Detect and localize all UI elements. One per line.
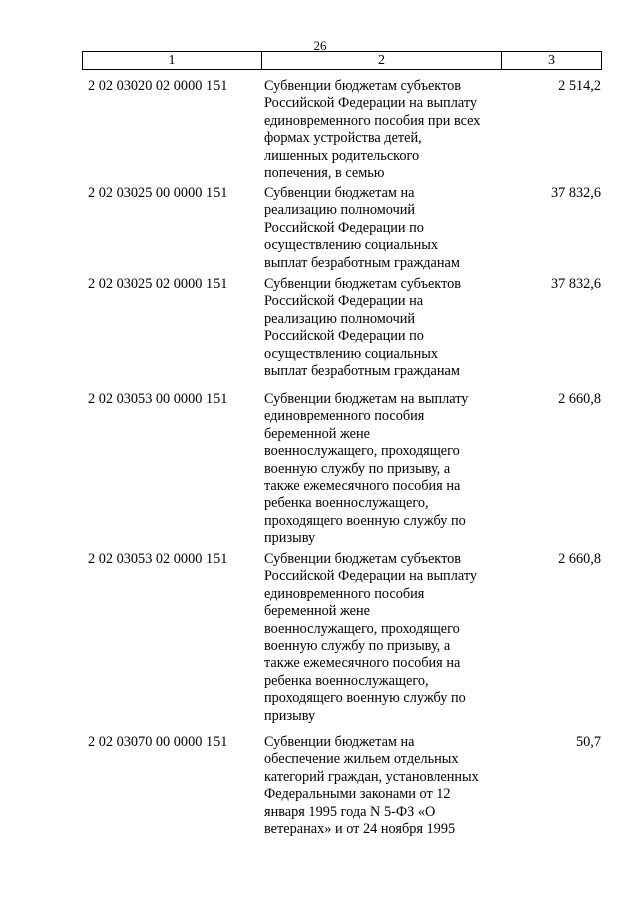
description-line: ребенка военнослужащего, <box>264 495 429 512</box>
amount: 2 514,2 <box>558 78 601 94</box>
budget-code: 2 02 03053 02 0000 151 <box>88 551 228 567</box>
amount: 2 660,8 <box>558 391 601 407</box>
description <box>264 734 499 838</box>
amount: 37 832,6 <box>550 276 601 292</box>
budget-code: 2 02 03025 02 0000 151 <box>88 276 228 292</box>
description-line: выплат безработным гражданам <box>264 254 460 271</box>
amount: 2 660,8 <box>558 551 601 567</box>
description <box>264 391 499 548</box>
description-line: Субвенции бюджетам субъектов <box>264 551 462 567</box>
description-line: призыву <box>264 530 316 547</box>
table-header <box>82 51 602 70</box>
description <box>264 185 499 272</box>
description-line: осуществлению социальных <box>264 237 439 254</box>
description-line: также ежемесячного пособия на <box>264 478 461 495</box>
page-number: 26 <box>313 38 327 53</box>
description-line: реализацию полномочий <box>264 202 416 219</box>
budget-code: 2 02 03070 00 0000 151 <box>88 734 228 750</box>
description-line: Субвенции бюджетам субъектов <box>264 276 462 292</box>
description-line: ветеранах» и от 24 ноября 1995 <box>264 821 456 838</box>
description-line: военную службу по призыву, а <box>264 638 451 655</box>
description-line: Субвенции бюджетам на <box>264 734 415 750</box>
description-line: Субвенции бюджетам на выплату <box>264 391 469 407</box>
description-line: Российской Федерации по <box>264 328 424 345</box>
description-line: военнослужащего, проходящего <box>264 443 460 460</box>
description <box>264 276 499 380</box>
description-line: единовременного пособия <box>264 585 425 602</box>
description-line: призыву <box>264 707 316 724</box>
description-line: беременной жене <box>264 603 371 620</box>
description-line: осуществлению социальных <box>264 345 439 362</box>
budget-code: 2 02 03053 00 0000 151 <box>88 391 228 407</box>
description-line: обеспечение жильем отдельных <box>264 751 459 768</box>
description-line: Субвенции бюджетам на <box>264 185 415 201</box>
description-line: попечения, в семью <box>264 165 385 182</box>
description-line: реализацию полномочий <box>264 310 416 327</box>
description-line: Федеральными законами от 12 <box>264 786 451 803</box>
description-line: Российской Федерации по <box>264 219 424 236</box>
description-line: Российской Федерации на <box>264 293 424 310</box>
header-col-1: 1 <box>83 52 262 69</box>
budget-code: 2 02 03020 02 0000 151 <box>88 78 228 94</box>
header-col-3: 3 <box>548 53 555 68</box>
description-line: категорий граждан, установленных <box>264 768 479 785</box>
description-line: Российской Федерации на выплату <box>264 568 478 585</box>
description-line: Субвенции бюджетам субъектов <box>264 78 462 94</box>
budget-code: 2 02 03025 00 0000 151 <box>88 185 228 201</box>
description <box>264 551 499 725</box>
description-line: военнослужащего, проходящего <box>264 620 460 637</box>
description-line: также ежемесячного пособия на <box>264 655 461 672</box>
description-line: выплат безработным гражданам <box>264 363 460 380</box>
description-line: лишенных родительского <box>264 147 420 164</box>
description-line: единовременного пособия <box>264 408 425 425</box>
description-line: ребенка военнослужащего, <box>264 672 429 689</box>
description-line: военную службу по призыву, а <box>264 460 451 477</box>
description-line: формах устройства детей, <box>264 130 422 147</box>
description-line: проходящего военную службу по <box>264 690 466 707</box>
description-line: беременной жене <box>264 425 371 442</box>
description-line: проходящего военную службу по <box>264 512 466 529</box>
description-line: января 1995 года N 5-ФЗ «О <box>264 803 436 820</box>
description-line: единовременного пособия при всех <box>264 112 481 129</box>
amount: 37 832,6 <box>550 185 601 201</box>
amount: 50,7 <box>575 734 601 750</box>
description <box>264 78 499 182</box>
header-col-2: 2 <box>262 52 502 69</box>
description-line: Российской Федерации на выплату <box>264 95 478 112</box>
